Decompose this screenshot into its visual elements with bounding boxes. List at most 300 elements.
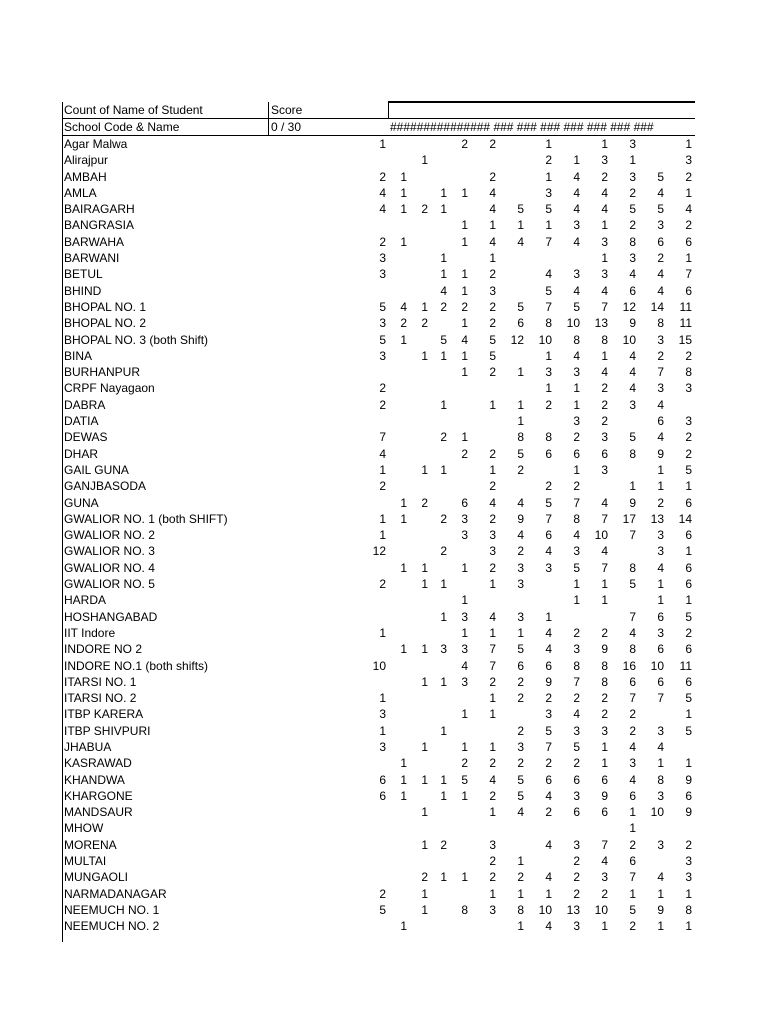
count-cell: 2	[489, 137, 496, 151]
count-cell: 7	[379, 430, 386, 445]
count-cell: 4	[400, 299, 407, 314]
count-cell: 2	[657, 495, 664, 510]
count-cell: 1	[421, 577, 428, 592]
count-cell: 6	[685, 495, 692, 510]
count-cell: 1	[489, 462, 496, 477]
count-cell: 8	[685, 902, 692, 917]
count-cell: 4	[601, 544, 608, 559]
table-row	[62, 511, 695, 527]
school-name: INDORE NO.1 (both shifts)	[64, 658, 209, 673]
school-name: ITARSI NO. 2	[64, 691, 137, 706]
count-cell: 1	[440, 577, 447, 592]
count-cell: 4	[601, 365, 608, 380]
school-name: DHAR	[64, 446, 99, 461]
table-row	[62, 446, 695, 462]
count-cell: 7	[489, 642, 496, 657]
count-cell: 2	[489, 756, 496, 771]
count-cell: 2	[601, 381, 608, 396]
count-cell: 4	[685, 202, 692, 217]
count-cell: 4	[489, 772, 496, 787]
count-cell: 6	[685, 528, 692, 543]
count-cell: 2	[517, 723, 524, 738]
school-name: BURHANPUR	[64, 365, 141, 380]
count-cell: 4	[545, 919, 552, 934]
count-cell: 4	[573, 234, 580, 249]
count-cell: 2	[601, 169, 608, 184]
school-name: GWALIOR NO. 3	[64, 544, 155, 559]
count-cell: 1	[421, 560, 428, 575]
count-cell: 6	[657, 414, 664, 429]
count-cell: 6	[517, 316, 524, 331]
count-cell: 1	[601, 593, 608, 608]
count-cell: 1	[573, 153, 580, 168]
count-cell: 7	[629, 870, 636, 885]
count-cell: 1	[545, 609, 552, 624]
table-row	[62, 217, 695, 233]
count-cell: 5	[517, 202, 524, 217]
count-cell: 5	[379, 902, 386, 917]
count-cell: 9	[517, 511, 524, 526]
count-cell: 1	[685, 544, 692, 559]
count-cell: 1	[440, 609, 447, 624]
count-cell: 5	[629, 577, 636, 592]
count-cell: 6	[685, 577, 692, 592]
count-cell: 1	[601, 577, 608, 592]
count-cell: 5	[685, 723, 692, 738]
school-name: GWALIOR NO. 1 (both SHIFT)	[64, 511, 228, 526]
count-cell: 4	[517, 805, 524, 820]
count-cell: 1	[400, 756, 407, 771]
count-cell: 2	[421, 202, 428, 217]
count-cell: 3	[685, 870, 692, 885]
count-cell: 1	[657, 577, 664, 592]
count-cell: 1	[461, 283, 468, 298]
table-row	[62, 641, 695, 657]
count-cell: 5	[379, 332, 386, 347]
count-cell: 3	[379, 707, 386, 722]
count-cell: 4	[601, 495, 608, 510]
count-cell: 6	[573, 446, 580, 461]
count-cell: 3	[545, 365, 552, 380]
count-cell: 1	[489, 577, 496, 592]
count-cell: 1	[440, 870, 447, 885]
count-cell: 1	[489, 707, 496, 722]
count-cell: 1	[573, 381, 580, 396]
school-name: GAIL GUNA	[64, 462, 129, 477]
count-cell: 5	[629, 202, 636, 217]
count-cell: 2	[629, 185, 636, 200]
count-cell: 6	[379, 772, 386, 787]
school-name: BHIND	[64, 283, 102, 298]
school-name: GWALIOR NO. 5	[64, 577, 155, 592]
count-cell: 7	[601, 299, 608, 314]
count-cell: 1	[545, 886, 552, 901]
count-cell: 3	[657, 381, 664, 396]
count-cell: 3	[685, 381, 692, 396]
count-cell: 6	[685, 560, 692, 575]
count-cell: 1	[400, 919, 407, 934]
count-cell: 1	[440, 348, 447, 363]
count-cell: 2	[601, 691, 608, 706]
count-cell: 1	[629, 805, 636, 820]
count-cell: 7	[629, 691, 636, 706]
count-cell: 2	[545, 153, 552, 168]
table-row	[62, 397, 695, 413]
count-cell: 3	[573, 919, 580, 934]
count-cell: 7	[545, 739, 552, 754]
count-cell: 5	[517, 642, 524, 657]
count-cell: 1	[489, 251, 496, 266]
count-cell: 1	[400, 169, 407, 184]
count-cell: 8	[629, 560, 636, 575]
count-cell: 9	[545, 674, 552, 689]
count-cell: 3	[517, 577, 524, 592]
count-cell: 4	[379, 202, 386, 217]
count-cell: 12	[372, 544, 386, 559]
count-cell: 5	[545, 283, 552, 298]
count-cell: 11	[679, 316, 692, 331]
count-cell: 1	[440, 202, 447, 217]
count-cell: 3	[657, 544, 664, 559]
count-cell: 4	[573, 185, 580, 200]
count-cell: 1	[440, 772, 447, 787]
school-name: Agar Malwa	[64, 137, 128, 151]
school-name: DATIA	[64, 414, 99, 429]
count-cell: 1	[379, 625, 386, 640]
count-cell: 3	[573, 837, 580, 852]
table-row	[62, 804, 695, 820]
count-cell: 1	[400, 772, 407, 787]
count-cell: 6	[629, 283, 636, 298]
table-row	[62, 788, 695, 804]
count-cell: 1	[421, 805, 428, 820]
count-cell: 2	[440, 837, 447, 852]
count-cell: 5	[489, 332, 496, 347]
count-cell: 4	[629, 381, 636, 396]
count-cell: 4	[573, 202, 580, 217]
count-cell: 1	[379, 462, 386, 477]
count-cell: 1	[440, 251, 447, 266]
count-cell: 2	[489, 446, 496, 461]
count-cell: 1	[629, 886, 636, 901]
count-cell: 3	[657, 723, 664, 738]
count-cell: 10	[538, 332, 552, 347]
table-row	[62, 462, 695, 478]
score-value-label: 0 / 30	[271, 120, 302, 134]
count-cell: 2	[400, 316, 407, 331]
school-name: MULTAI	[64, 854, 107, 869]
count-cell: 10	[538, 902, 552, 917]
school-code-label: School Code & Name	[64, 120, 180, 134]
count-cell: 2	[629, 723, 636, 738]
count-cell: 1	[517, 854, 524, 869]
count-cell: 1	[461, 267, 468, 282]
count-cell: 2	[489, 299, 496, 314]
table-row	[62, 592, 695, 608]
count-cell: 2	[601, 886, 608, 901]
count-cell: 4	[379, 446, 386, 461]
count-cell: 7	[545, 511, 552, 526]
count-cell: 8	[629, 446, 636, 461]
count-cell: 3	[573, 642, 580, 657]
school-name: AMBAH	[64, 169, 107, 184]
school-name: ITBP KARERA	[64, 707, 144, 722]
school-name: CRPF Nayagaon	[64, 381, 155, 396]
count-cell: 6	[629, 854, 636, 869]
school-name: KASRAWAD	[64, 756, 132, 771]
count-cell: 8	[461, 902, 468, 917]
count-cell: 1	[440, 723, 447, 738]
count-cell: 2	[573, 625, 580, 640]
count-cell: 3	[379, 267, 386, 282]
count-cell: 3	[440, 642, 447, 657]
count-cell: 1	[517, 886, 524, 901]
table-row	[62, 136, 695, 152]
count-cell: 2	[517, 870, 524, 885]
count-cell: 2	[421, 495, 428, 510]
count-cell: 2	[545, 397, 552, 412]
count-cell: 2	[489, 511, 496, 526]
count-cell: 2	[461, 756, 468, 771]
count-cell: 1	[601, 739, 608, 754]
count-cell: 1	[400, 202, 407, 217]
count-cell: 8	[657, 316, 664, 331]
table-row	[62, 299, 695, 315]
table-row	[62, 315, 695, 331]
table-row	[62, 609, 695, 625]
count-cell: 3	[657, 528, 664, 543]
count-cell: 2	[517, 544, 524, 559]
count-cell: 8	[573, 658, 580, 673]
count-cell: 5	[489, 348, 496, 363]
count-cell: 1	[440, 397, 447, 412]
count-cell: 1	[489, 625, 496, 640]
count-cell: 3	[573, 414, 580, 429]
count-cell: 4	[657, 739, 664, 754]
count-cell: 4	[657, 397, 664, 412]
count-cell: 6	[601, 772, 608, 787]
count-cell: 4	[657, 283, 664, 298]
table-row	[62, 413, 695, 429]
count-cell: 2	[601, 707, 608, 722]
count-cell: 13	[650, 511, 664, 526]
table-row	[62, 837, 695, 853]
count-cell: 6	[545, 528, 552, 543]
count-cell: 1	[601, 348, 608, 363]
school-name: GWALIOR NO. 2	[64, 528, 155, 543]
count-cell: 3	[629, 137, 636, 151]
count-cell: 8	[573, 332, 580, 347]
count-cell: 1	[421, 674, 428, 689]
count-cell: 1	[489, 218, 496, 233]
count-cell: 1	[685, 479, 692, 494]
count-cell: 1	[461, 316, 468, 331]
count-cell: 4	[601, 854, 608, 869]
count-cell: 4	[629, 348, 636, 363]
count-cell: 4	[657, 430, 664, 445]
count-cell: 7	[629, 609, 636, 624]
count-cell: 1	[545, 169, 552, 184]
count-cell: 5	[517, 299, 524, 314]
count-cell: 1	[685, 137, 692, 151]
count-cell: 4	[629, 267, 636, 282]
count-cell: 6	[545, 446, 552, 461]
count-cell: 10	[650, 805, 664, 820]
school-name: NEEMUCH NO. 2	[64, 919, 160, 934]
count-cell: 3	[489, 902, 496, 917]
count-cell: 3	[573, 544, 580, 559]
count-cell: 1	[489, 739, 496, 754]
count-cell: 1	[440, 674, 447, 689]
count-cell: 4	[545, 642, 552, 657]
table-row	[62, 690, 695, 706]
school-name: MHOW	[64, 821, 104, 836]
count-cell: 2	[573, 870, 580, 885]
count-cell: 4	[545, 544, 552, 559]
count-cell: 3	[629, 169, 636, 184]
count-cell: 6	[685, 234, 692, 249]
count-cell: 4	[573, 348, 580, 363]
count-cell: 7	[601, 837, 608, 852]
count-cell: 1	[657, 919, 664, 934]
count-cell: 1	[685, 919, 692, 934]
count-cell: 6	[461, 495, 468, 510]
table-row	[62, 674, 695, 690]
table-row	[62, 739, 695, 755]
count-cell: 11	[679, 299, 692, 314]
count-cell: 1	[601, 251, 608, 266]
count-cell: 1	[685, 756, 692, 771]
table-row	[62, 576, 695, 592]
count-cell: 5	[685, 691, 692, 706]
count-cell: 2	[379, 397, 386, 412]
count-cell: 1	[489, 886, 496, 901]
table-row	[62, 250, 695, 266]
count-cell: 2	[379, 886, 386, 901]
count-cell: 6	[573, 772, 580, 787]
school-name: BAIRAGARH	[64, 202, 135, 217]
count-cell: 1	[657, 756, 664, 771]
school-name: HOSHANGABAD	[64, 609, 158, 624]
table-row	[62, 283, 695, 299]
table-row	[62, 380, 695, 396]
count-cell: 5	[657, 169, 664, 184]
school-name: Alirajpur	[64, 153, 109, 168]
count-cell: 4	[573, 283, 580, 298]
school-name: HARDA	[64, 593, 107, 608]
count-cell: 2	[517, 691, 524, 706]
school-name: JHABUA	[64, 739, 112, 754]
table-row	[62, 723, 695, 739]
count-cell: 4	[517, 495, 524, 510]
count-cell: 6	[629, 788, 636, 803]
count-cell: 2	[685, 348, 692, 363]
count-cell: 3	[629, 397, 636, 412]
count-cell: 1	[400, 511, 407, 526]
count-cell: 3	[685, 153, 692, 168]
count-cell: 1	[629, 153, 636, 168]
count-cell: 3	[489, 837, 496, 852]
count-cell: 9	[685, 805, 692, 820]
count-cell: 2	[440, 430, 447, 445]
count-cell: 6	[685, 283, 692, 298]
count-cell: 3	[573, 267, 580, 282]
count-cell: 5	[517, 788, 524, 803]
count-cell: 3	[379, 348, 386, 363]
count-cell: 9	[601, 642, 608, 657]
count-cell: 1	[461, 739, 468, 754]
count-cell: 2	[685, 430, 692, 445]
count-cell: 1	[573, 397, 580, 412]
count-cell: 1	[440, 185, 447, 200]
count-cell: 5	[517, 772, 524, 787]
school-name: BARWANI	[64, 251, 120, 266]
count-cell: 2	[685, 446, 692, 461]
count-cell: 6	[657, 234, 664, 249]
count-cell: 3	[573, 788, 580, 803]
count-cell: 6	[657, 642, 664, 657]
table-row	[62, 478, 695, 494]
table-row	[62, 266, 695, 282]
table-row	[62, 201, 695, 217]
count-cell: 4	[657, 560, 664, 575]
count-cell: 4	[657, 185, 664, 200]
count-cell: 13	[566, 902, 580, 917]
count-cell: 3	[657, 332, 664, 347]
count-cell: 2	[379, 234, 386, 249]
count-cell: 4	[489, 202, 496, 217]
count-cell: 1	[400, 560, 407, 575]
count-cell: 2	[517, 756, 524, 771]
count-cell: 1	[629, 821, 636, 836]
count-cell: 1	[685, 707, 692, 722]
count-cell: 1	[461, 625, 468, 640]
school-name: BHOPAL NO. 3 (both Shift)	[64, 332, 209, 347]
header-row-2	[62, 119, 695, 136]
count-cell: 1	[461, 430, 468, 445]
count-cell: 1	[461, 788, 468, 803]
count-cell: 5	[685, 462, 692, 477]
count-cell: 1	[489, 397, 496, 412]
count-cell: 4	[379, 185, 386, 200]
count-cell: 3	[461, 609, 468, 624]
count-cell: 3	[461, 674, 468, 689]
count-cell: 2	[461, 137, 468, 151]
count-cell: 7	[573, 674, 580, 689]
school-name: BANGRASIA	[64, 218, 135, 233]
count-cell: 5	[379, 299, 386, 314]
count-cell: 7	[657, 365, 664, 380]
count-cell: 4	[489, 185, 496, 200]
count-cell: 1	[685, 886, 692, 901]
count-cell: 1	[545, 381, 552, 396]
count-cell: 2	[685, 169, 692, 184]
count-cell: 1	[461, 593, 468, 608]
count-cell: 1	[421, 886, 428, 901]
count-cell: 6	[379, 788, 386, 803]
count-cell: 1	[545, 218, 552, 233]
count-cell: 4	[489, 609, 496, 624]
count-cell: 2	[601, 397, 608, 412]
table-row	[62, 853, 695, 869]
school-name: ITBP SHIVPURI	[64, 723, 151, 738]
count-cell: 7	[489, 658, 496, 673]
count-cell: 8	[657, 772, 664, 787]
count-cell: 6	[685, 674, 692, 689]
count-cell: 2	[461, 299, 468, 314]
count-cell: 10	[566, 316, 580, 331]
table-row	[62, 706, 695, 722]
